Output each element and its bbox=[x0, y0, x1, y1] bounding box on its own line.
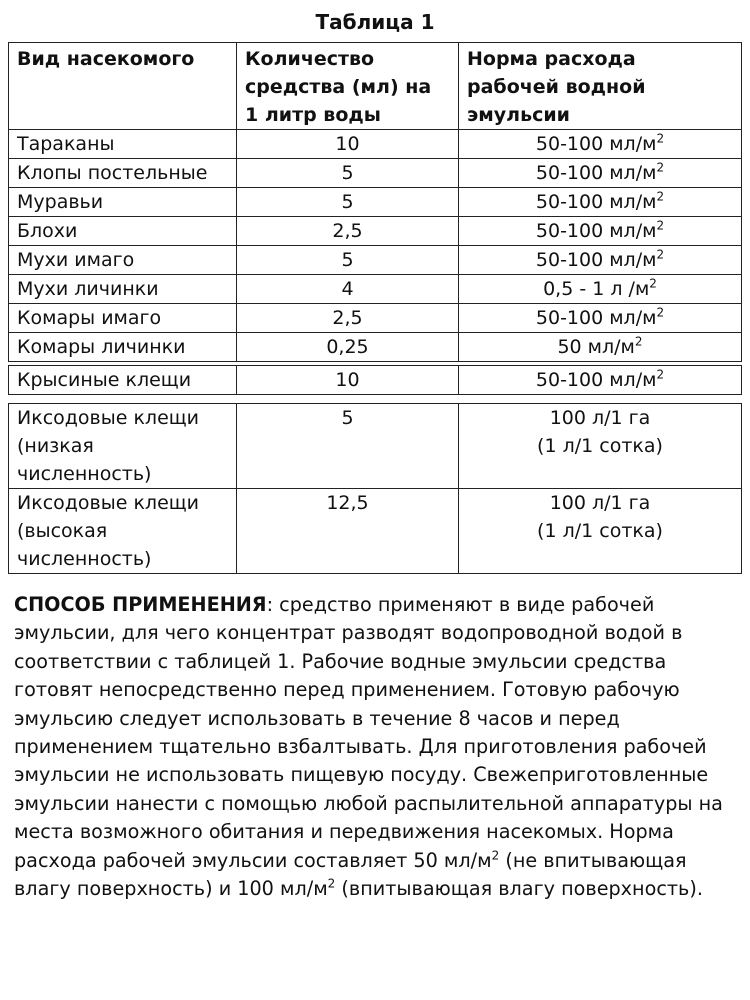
table-row bbox=[9, 246, 742, 275]
paragraph-text-1: : средство применяют в виде рабочей эмульсии, для чего концентрат разводят водопроводной водой в соответствии с таблицей 1. Рабочие водные эмульсии средства готовят непосредственно перед применением. Готовую рабочую эмульсию следует использовать в течение 8 часов и перед применением тщательно взбалтывать. Для приготовления рабочей эмульсии не использовать пищевую посуду. Свежеприготовленные эмульсии нанести с помощью любой распылительной аппаратуры на места возможного обитания и передвижения насекомых. Норма расхода рабочей эмульсии составляет 50 мл/м bbox=[14, 593, 723, 872]
superscript-2: 2 bbox=[327, 876, 336, 891]
insect-cell: Тараканы bbox=[9, 130, 237, 159]
rate-cell bbox=[459, 188, 742, 217]
table-row bbox=[9, 404, 742, 489]
insect-cell: Мухи имаго bbox=[9, 246, 237, 275]
rate-cell bbox=[459, 217, 742, 246]
rate-cell bbox=[459, 333, 742, 362]
rate-cell bbox=[459, 130, 742, 159]
rate-superscript: 2 bbox=[656, 247, 665, 262]
amount-cell: 2,5 bbox=[237, 304, 459, 333]
rate-text: 50-100 мл/м bbox=[535, 369, 657, 391]
rate-text: 50-100 мл/м bbox=[535, 249, 657, 271]
rate-line-1: 100 л/1 га bbox=[549, 492, 651, 514]
rate-text: 50-100 мл/м bbox=[535, 220, 657, 242]
insect-cell: Комары имаго bbox=[9, 304, 237, 333]
header-rate: Норма расхода рабочей водной эмульсии bbox=[459, 43, 742, 130]
header-insect: Вид насекомого bbox=[9, 43, 237, 130]
rate-text: 50 мл/м bbox=[557, 336, 635, 358]
rat-mite-table bbox=[8, 365, 742, 395]
main-table-body bbox=[9, 130, 742, 362]
amount-cell: 0,25 bbox=[237, 333, 459, 362]
rate-cell bbox=[459, 275, 742, 304]
rate-text: 50-100 мл/м bbox=[535, 133, 657, 155]
amount-cell: 5 bbox=[237, 404, 459, 489]
rate-superscript: 2 bbox=[656, 189, 665, 204]
ixodid-table bbox=[8, 403, 742, 574]
amount-cell: 12,5 bbox=[237, 489, 459, 574]
insect-cell: Муравьи bbox=[9, 188, 237, 217]
rate-superscript: 2 bbox=[634, 334, 643, 349]
rate-line-2: (1 л/1 сотка) bbox=[537, 520, 663, 542]
rate-cell bbox=[459, 489, 742, 574]
table-row bbox=[9, 130, 742, 159]
table-row bbox=[9, 275, 742, 304]
table-row bbox=[9, 489, 742, 574]
rate-superscript: 2 bbox=[649, 276, 657, 291]
rate-superscript: 2 bbox=[656, 160, 665, 175]
table-row bbox=[9, 159, 742, 188]
application-paragraph bbox=[14, 591, 740, 903]
amount-cell: 10 bbox=[237, 130, 459, 159]
insect-cell: Блохи bbox=[9, 217, 237, 246]
rate-cell bbox=[459, 159, 742, 188]
amount-cell: 4 bbox=[237, 275, 459, 304]
amount-cell: 5 bbox=[237, 159, 459, 188]
rate-cell bbox=[459, 366, 742, 395]
rate-text: 50-100 мл/м bbox=[535, 307, 657, 329]
amount-cell: 10 bbox=[237, 366, 459, 395]
insect-cell: Крысиные клещи bbox=[9, 366, 237, 395]
rate-superscript: 2 bbox=[656, 218, 665, 233]
rate-text: 50-100 мл/м bbox=[535, 162, 657, 184]
rate-cell bbox=[459, 404, 742, 489]
rate-superscript: 2 bbox=[656, 305, 665, 320]
main-table bbox=[8, 42, 742, 362]
rate-text: 0,5 - 1 л /м bbox=[543, 278, 650, 300]
table-row bbox=[9, 366, 742, 395]
paragraph-heading: СПОСОБ ПРИМЕНЕНИЯ bbox=[14, 593, 267, 616]
rate-text: 50-100 мл/м bbox=[535, 191, 657, 213]
insect-cell: Клопы постельные bbox=[9, 159, 237, 188]
table-row bbox=[9, 188, 742, 217]
rate-cell bbox=[459, 304, 742, 333]
amount-cell: 2,5 bbox=[237, 217, 459, 246]
rate-line-2: (1 л/1 сотка) bbox=[537, 435, 663, 457]
insect-cell: Иксодовые клещи (высокая численность) bbox=[9, 489, 237, 574]
table-row bbox=[9, 304, 742, 333]
superscript-1: 2 bbox=[491, 848, 500, 863]
rate-superscript: 2 bbox=[656, 131, 665, 146]
paragraph-text-2: (не впитывающая влагу поверхность) и 100 мл/м bbox=[14, 848, 687, 901]
table-title: Таблица 1 bbox=[315, 10, 435, 34]
paragraph-text-3: (впитывающая влагу поверхность). bbox=[335, 877, 703, 901]
rate-superscript: 2 bbox=[656, 367, 665, 382]
ixodid-table-body bbox=[9, 404, 742, 574]
rate-line-1: 100 л/1 га bbox=[549, 407, 651, 429]
table-row bbox=[9, 217, 742, 246]
table-row bbox=[9, 333, 742, 362]
amount-cell: 5 bbox=[237, 246, 459, 275]
table-header-row bbox=[9, 43, 742, 130]
insect-cell: Комары личинки bbox=[9, 333, 237, 362]
rate-cell bbox=[459, 246, 742, 275]
amount-cell: 5 bbox=[237, 188, 459, 217]
header-amount: Количество средства (мл) на 1 литр воды bbox=[237, 43, 459, 130]
insect-cell: Мухи личинки bbox=[9, 275, 237, 304]
insect-cell: Иксодовые клещи (низкая численность) bbox=[9, 404, 237, 489]
